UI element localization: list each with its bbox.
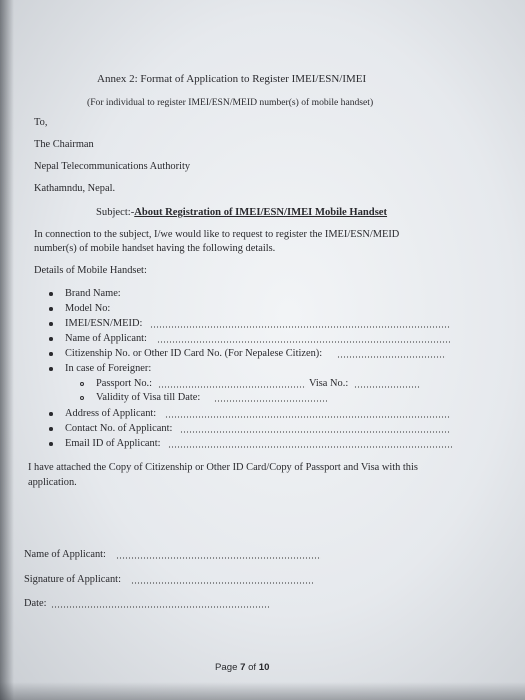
fill-line-date	[51, 606, 269, 608]
page-edge-shadow	[0, 0, 14, 700]
fill-line-visa-validity	[214, 400, 327, 402]
fill-line-passport	[158, 386, 306, 388]
field-model-no: Model No:	[65, 303, 111, 314]
bullet	[49, 322, 53, 326]
fill-line-address	[165, 416, 450, 418]
bullet	[49, 367, 53, 371]
of-word: of	[248, 662, 257, 673]
signature-name-label: Name of Applicant:	[24, 549, 106, 560]
address-line-1: The Chairman	[34, 139, 94, 150]
details-heading: Details of Mobile Handset:	[34, 265, 147, 276]
document-subtitle: (For individual to register IMEI/ESN/MEID number(s) of mobile handset)	[87, 97, 374, 108]
intro-line-2: number(s) of mobile handset having the following details.	[34, 243, 276, 254]
page-bottom-shadow	[0, 682, 525, 700]
field-foreigner: In case of Foreigner:	[65, 363, 152, 374]
date-label: Date:	[24, 598, 47, 609]
bullet	[49, 352, 53, 356]
subject-title: About Registration of IMEI/ESN/IMEI Mobile Handset	[134, 207, 388, 218]
address-line-3: Kathamndu, Nepal.	[34, 183, 116, 194]
field-citizenship: Citizenship No. or Other ID Card No. (For Nepalese Citizen):	[65, 348, 323, 359]
field-visa-validity: Validity of Visa till Date:	[96, 392, 201, 403]
fill-line-applicant-name	[157, 341, 450, 343]
sub-bullet	[80, 382, 84, 386]
fill-line-contact	[180, 431, 450, 433]
fill-line-citizenship	[337, 356, 446, 358]
fill-line-imei	[150, 326, 450, 328]
bullet	[49, 442, 53, 446]
subject-lead: Subject:-	[96, 207, 135, 218]
field-email: Email ID of Applicant:	[65, 438, 161, 449]
fill-line-email	[168, 446, 452, 448]
page-number	[215, 662, 269, 673]
bullet	[49, 412, 53, 416]
field-applicant-name: Name of Applicant:	[65, 333, 147, 344]
attachment-line-2: application.	[28, 477, 77, 488]
field-address: Address of Applicant:	[65, 408, 157, 419]
address-to: To,	[34, 117, 48, 128]
subject-line	[96, 206, 387, 219]
address-line-2: Nepal Telecommunications Authority	[34, 161, 191, 172]
bullet	[49, 292, 53, 296]
attachment-line-1: I have attached the Copy of Citizenship or Other ID Card/Copy of Passport and Visa with this	[28, 462, 418, 473]
field-visa-no: Visa No.:	[309, 378, 349, 389]
signature-label: Signature of Applicant:	[24, 574, 121, 585]
intro-line-1: In connection to the subject, I/we would like to request to register the IMEI/ESN/MEID	[34, 229, 400, 240]
document-title: Annex 2: Format of Application to Register IMEI/ESN/IMEI	[97, 73, 367, 85]
bullet	[49, 307, 53, 311]
fill-line-sign-name	[116, 557, 321, 559]
field-brand-name: Brand Name:	[65, 288, 121, 299]
field-contact: Contact No. of Applicant:	[65, 423, 173, 434]
page-word: Page	[215, 662, 238, 673]
field-passport-no: Passport No.:	[96, 378, 152, 389]
fill-line-visa	[354, 386, 420, 388]
current-page: 7	[240, 662, 246, 673]
bullet	[49, 337, 53, 341]
field-imei: IMEI/ESN/MEID:	[65, 318, 143, 329]
fill-line-signature	[131, 582, 313, 584]
sub-bullet	[80, 396, 84, 400]
total-pages: 10	[258, 662, 270, 673]
bullet	[49, 427, 53, 431]
